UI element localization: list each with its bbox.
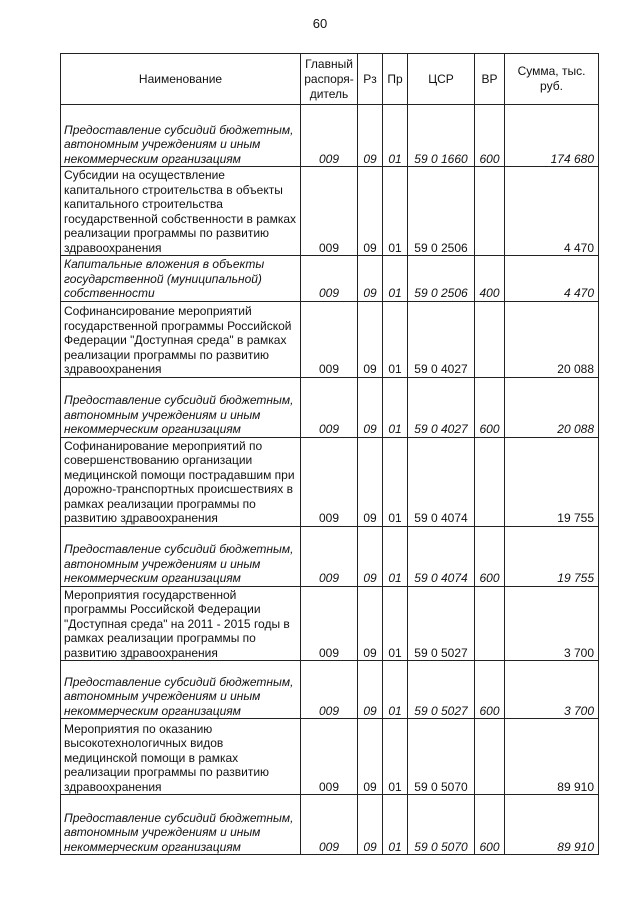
header-name: Наименование: [61, 54, 301, 105]
cell-csr: 59 0 5027: [408, 661, 475, 719]
cell-vr: [475, 719, 505, 795]
cell-pr: 01: [383, 526, 408, 586]
cell-csr: 59 0 5027: [408, 586, 475, 661]
cell-pr: 01: [383, 377, 408, 437]
cell-admin: 009: [301, 661, 358, 719]
cell-sum: 4 470: [505, 256, 599, 302]
cell-pr: 01: [383, 301, 408, 377]
table-row: [61, 105, 599, 167]
cell-sum: 4 470: [505, 167, 599, 256]
cell-pr: 01: [383, 795, 408, 855]
cell-name: Предоставление субсидий бюджетным, автономным учреждениям и иным некоммерческим организациям: [61, 105, 301, 167]
cell-name: Софинанирование мероприятий по совершенствованию организации медицинской помощи пострадавшим при дорожно-транспортных происшествиях в рамках реализации программы по развитию здравоохранения: [61, 437, 301, 526]
cell-admin: 009: [301, 719, 358, 795]
cell-admin: 009: [301, 256, 358, 302]
header-row: [61, 54, 599, 105]
cell-rz: 09: [358, 586, 383, 661]
cell-rz: 09: [358, 167, 383, 256]
cell-admin: 009: [301, 586, 358, 661]
cell-pr: 01: [383, 167, 408, 256]
cell-pr: 01: [383, 256, 408, 302]
cell-csr: 59 0 4074: [408, 437, 475, 526]
table-row: [61, 437, 599, 526]
cell-pr: 01: [383, 719, 408, 795]
cell-vr: [475, 167, 505, 256]
header-vr: ВР: [475, 54, 505, 105]
table-row: [61, 526, 599, 586]
cell-vr: [475, 301, 505, 377]
cell-vr: 600: [475, 795, 505, 855]
cell-pr: 01: [383, 437, 408, 526]
header-pr: Пр: [383, 54, 408, 105]
cell-sum: 20 088: [505, 301, 599, 377]
table-row: [61, 256, 599, 302]
cell-name: Мероприятия государственной программы Российской Федерации "Доступная среда" на 2011 - 2015 годы в рамках реализации программы по развитию здравоохранения: [61, 586, 301, 661]
cell-sum: 19 755: [505, 526, 599, 586]
cell-vr: [475, 586, 505, 661]
cell-admin: 009: [301, 795, 358, 855]
cell-name: Капитальные вложения в объекты государственной (муниципальной) собственности: [61, 256, 301, 302]
cell-vr: 600: [475, 377, 505, 437]
cell-rz: 09: [358, 661, 383, 719]
header-rz: Рз: [358, 54, 383, 105]
cell-rz: 09: [358, 301, 383, 377]
cell-admin: 009: [301, 301, 358, 377]
header-csr: ЦСР: [408, 54, 475, 105]
cell-pr: 01: [383, 586, 408, 661]
cell-csr: 59 0 2506: [408, 256, 475, 302]
cell-rz: 09: [358, 719, 383, 795]
cell-csr: 59 0 2506: [408, 167, 475, 256]
cell-sum: 89 910: [505, 719, 599, 795]
cell-rz: 09: [358, 105, 383, 167]
cell-admin: 009: [301, 105, 358, 167]
cell-sum: 3 700: [505, 586, 599, 661]
cell-csr: 59 0 4027: [408, 301, 475, 377]
cell-name: Предоставление субсидий бюджетным, автономным учреждениям и иным некоммерческим организациям: [61, 795, 301, 855]
cell-name: Субсидии на осуществление капитального строительства в объекты капитального строительства государственной собственности в рамках реализации программы по развитию здравоохранения: [61, 167, 301, 256]
cell-rz: 09: [358, 795, 383, 855]
cell-vr: 600: [475, 105, 505, 167]
cell-name: Мероприятия по оказанию высокотехнологичных видов медицинской помощи в рамках реализации программы по развитию здравоохранения: [61, 719, 301, 795]
cell-name: Софинансирование мероприятий государственной программы Российской Федерации "Доступная среда" в рамках реализации программы по развитию здравоохранения: [61, 301, 301, 377]
cell-vr: 400: [475, 256, 505, 302]
cell-pr: 01: [383, 661, 408, 719]
cell-csr: 59 0 1660: [408, 105, 475, 167]
cell-csr: 59 0 4027: [408, 377, 475, 437]
cell-name: Предоставление субсидий бюджетным, автономным учреждениям и иным некоммерческим организациям: [61, 661, 301, 719]
table-row: [61, 586, 599, 661]
cell-admin: 009: [301, 437, 358, 526]
cell-vr: 600: [475, 661, 505, 719]
cell-rz: 09: [358, 377, 383, 437]
budget-table: [60, 53, 599, 855]
table-row: [61, 377, 599, 437]
cell-vr: 600: [475, 526, 505, 586]
table-row: [61, 167, 599, 256]
header-sum: Сумма, тыс. руб.: [505, 54, 599, 105]
table-row: [61, 661, 599, 719]
cell-sum: 89 910: [505, 795, 599, 855]
cell-name: Предоставление субсидий бюджетным, автономным учреждениям и иным некоммерческим организациям: [61, 377, 301, 437]
cell-rz: 09: [358, 437, 383, 526]
cell-sum: 174 680: [505, 105, 599, 167]
cell-admin: 009: [301, 526, 358, 586]
cell-csr: 59 0 5070: [408, 795, 475, 855]
cell-sum: 20 088: [505, 377, 599, 437]
cell-csr: 59 0 4074: [408, 526, 475, 586]
header-admin: Главный распоря-дитель: [301, 54, 358, 105]
page-number: 60: [312, 16, 328, 31]
cell-name: Предоставление субсидий бюджетным, автономным учреждениям и иным некоммерческим организациям: [61, 526, 301, 586]
table-row: [61, 719, 599, 795]
cell-rz: 09: [358, 526, 383, 586]
table-row: [61, 301, 599, 377]
cell-sum: 3 700: [505, 661, 599, 719]
cell-rz: 09: [358, 256, 383, 302]
cell-admin: 009: [301, 167, 358, 256]
cell-sum: 19 755: [505, 437, 599, 526]
cell-admin: 009: [301, 377, 358, 437]
cell-pr: 01: [383, 105, 408, 167]
table-row: [61, 795, 599, 855]
cell-csr: 59 0 5070: [408, 719, 475, 795]
cell-vr: [475, 437, 505, 526]
